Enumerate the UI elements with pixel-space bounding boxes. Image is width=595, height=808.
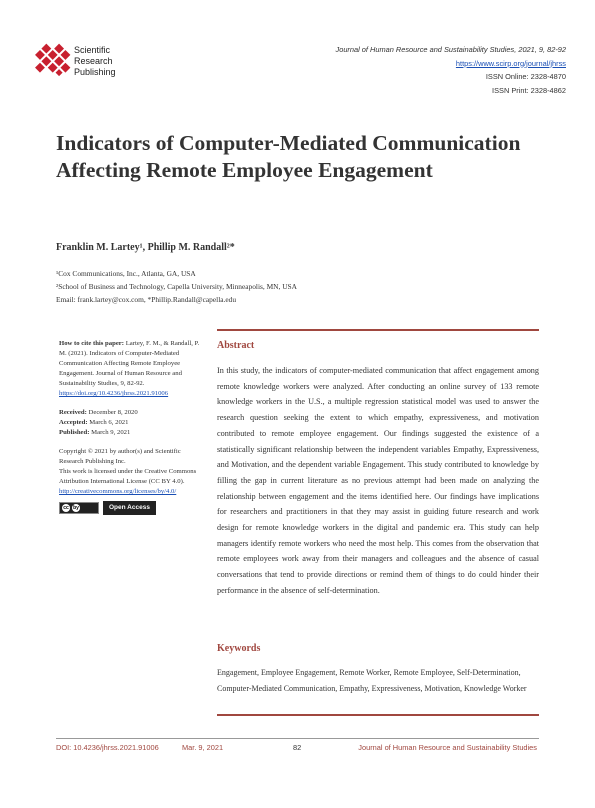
license-badges	[59, 501, 201, 515]
affiliation-1: ¹Cox Communications, Inc., Atlanta, GA, USA	[56, 269, 196, 278]
cc-by-badge[interactable]	[59, 502, 99, 514]
license-link[interactable]: http://creativecommons.org/licenses/by/4.0/	[59, 488, 177, 495]
publisher-name-line3: Publishing	[74, 67, 116, 77]
publisher-name	[74, 45, 116, 78]
open-access-badge: Open Access	[103, 501, 156, 515]
footer-date: Mar. 9, 2021	[182, 743, 224, 752]
citation-block	[59, 339, 201, 399]
published-label: Published:	[59, 429, 90, 436]
doi-link[interactable]: https://doi.org/10.4236/jhrss.2021.91006	[59, 390, 169, 397]
accepted-label: Accepted:	[59, 419, 88, 426]
journal-header	[336, 43, 566, 97]
cite-label: How to cite this paper:	[59, 340, 125, 347]
received-label: Received:	[59, 409, 87, 416]
accepted-date: March 6, 2021	[89, 419, 129, 426]
abstract-text: In this study, the indicators of computer-mediated communication that affect engagement among remote knowledge workers were analyzed. After conducting an online survey of 133 remote knowledge workers in the U.S., a multiple regression statistical model was used to answer the research question seeking the extent to which empathy, expressiveness, and motivation contributed to remote employee engagement. Our findings suggested the existence of a statistically significant relationship between the independent variables Empathy, Expressiveness, and Motivation, and the dependent variable Engagement. This study contributed to knowledge by filling the gap in current literature as no previous attempt had been made on analyzing the relationship between engagement and the items identified here. Our findings have implications for researchers and practitioners in that they may assist in guiding future research and work design for remote knowledge workers in the digital and pandemic era. This study can help managers identify remote workers who need the most help. This comes from the observation that remote employees work away from their managers and colleagues and the absence of casual conversations that tend to provide directions or remind them of things to do could hinder their performance in the absence of self-determination.	[217, 366, 539, 595]
author-emails: Email: frank.lartey@cox.com, *Phillip.Randall@capella.edu	[56, 295, 237, 304]
footer-page-number: 82	[293, 743, 302, 752]
keywords-heading: Keywords	[217, 643, 261, 654]
dates-block	[59, 408, 201, 438]
keywords-bottom-rule	[217, 714, 539, 716]
received-date: December 8, 2020	[88, 409, 138, 416]
article-authors: Franklin M. Lartey¹, Phillip M. Randall²*	[56, 242, 235, 253]
issn-print: ISSN Print: 2328-4862	[492, 85, 566, 95]
footer-rule	[56, 738, 539, 739]
affiliations	[56, 267, 456, 306]
license-text: This work is licensed under the Creative Commons Attribution International License (CC BY 4.0).	[59, 468, 197, 485]
published-date: March 9, 2021	[91, 429, 131, 436]
article-info-sidebar	[59, 339, 201, 515]
cc-icon: cc	[63, 505, 69, 511]
publisher-name-line2: Research	[74, 56, 113, 66]
article-title: Indicators of Computer-Mediated Communication Affecting Remote Employee Engagement	[56, 131, 521, 182]
cite-text: Lartey, F. M., & Randall, P. M. (2021). Indicators of Computer-Mediated Communication Affecting Remote Employee Engagement. Journal of Human Resource and Sustainability Studies, 9, 82-92.	[59, 340, 200, 387]
keywords-text: Engagement, Employee Engagement, Remote Worker, Remote Employee, Self-Determination, Computer-Mediated Communication, Empathy, Expressiveness, Motivation, Knowledge Worker	[217, 668, 527, 693]
publisher-name-line1: Scientific	[74, 45, 111, 55]
affiliation-2: ²School of Business and Technology, Capella University, Minneapolis, MN, USA	[56, 282, 297, 291]
by-icon: by	[73, 505, 79, 511]
footer-doi: DOI: 10.4236/jhrss.2021.91006	[56, 743, 159, 752]
abstract-heading: Abstract	[217, 340, 255, 351]
publisher-logo	[30, 40, 74, 84]
copyright-text: Copyright © 2021 by author(s) and Scientific Research Publishing Inc.	[59, 448, 181, 465]
footer-journal: Journal of Human Resource and Sustainability Studies	[358, 743, 537, 752]
issn-online: ISSN Online: 2328-4870	[485, 72, 566, 81]
abstract-top-rule	[217, 329, 539, 331]
journal-url-link[interactable]: https://www.scirp.org/journal/jhrss	[455, 58, 566, 68]
journal-reference: Journal of Human Resource and Sustainability Studies, 2021, 9, 82-92	[335, 45, 566, 54]
